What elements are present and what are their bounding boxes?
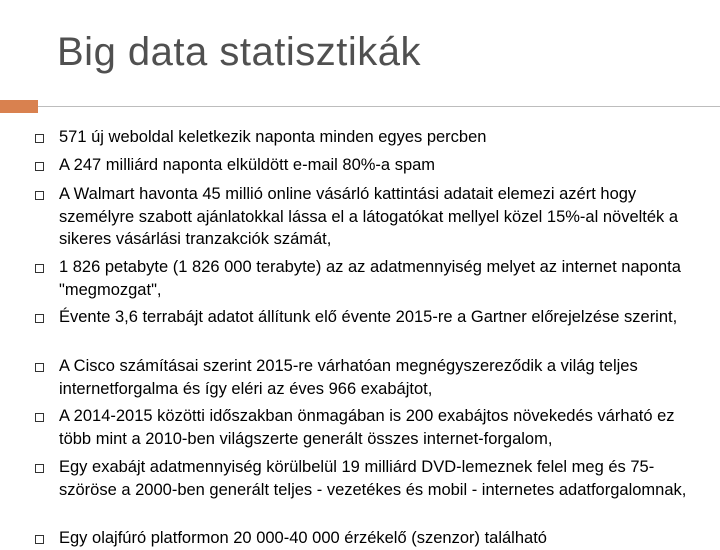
list-item-text: 1 826 petabyte (1 826 000 terabyte) az az adatmennyiség melyet az internet naponta "megmozgat", bbox=[59, 258, 681, 299]
square-bullet-icon bbox=[35, 191, 44, 200]
square-bullet-icon bbox=[35, 314, 44, 323]
list-item-text: A Walmart havonta 45 millió online vásárló kattintási adatait elemezi azért hogy személyre szabott ajánlatokkal lássa el a látogatókat mellyel közel 15%-al növelték a sikeres vásárlási tranzakciók számát, bbox=[59, 185, 679, 248]
list-item-text: A 2014-2015 közötti időszakban önmagában is 200 exabájtos növekedés várható ez több mint a 2010-ben világszerte generált összes internet-forgalom, bbox=[59, 407, 675, 448]
list-item-text: A Cisco számításai szerint 2015-re várhatóan megnégyszereződik a világ teljes internetforgalma és így eléri az éves 966 exabájtot, bbox=[59, 357, 638, 398]
square-bullet-icon bbox=[35, 363, 44, 372]
slide-title: Big data statisztikák bbox=[57, 30, 421, 74]
square-bullet-icon bbox=[35, 162, 44, 171]
list-item-text: Évente 3,6 terrabájt adatot állítunk elő évente 2015-re a Gartner előrejelzése szerint, bbox=[59, 308, 678, 326]
list-item-text: Egy olajfúró platformon 20 000-40 000 érzékelő (szenzor) található bbox=[59, 529, 547, 547]
list-item-text: 571 új weboldal keletkezik naponta minden egyes percben bbox=[59, 128, 487, 146]
square-bullet-icon bbox=[35, 264, 44, 273]
square-bullet-icon bbox=[35, 464, 44, 473]
list-item-text: Egy exabájt adatmennyiség körülbelül 19 milliárd DVD-lemeznek felel meg és 75-szöröse a 2000-ben generált teljes - vezetékes és mobil - internetes adatforgalomnak, bbox=[59, 458, 687, 499]
square-bullet-icon bbox=[35, 134, 44, 143]
list-item-text: A 247 milliárd naponta elküldött e-mail 80%-a spam bbox=[59, 156, 436, 174]
square-bullet-icon bbox=[35, 413, 44, 422]
